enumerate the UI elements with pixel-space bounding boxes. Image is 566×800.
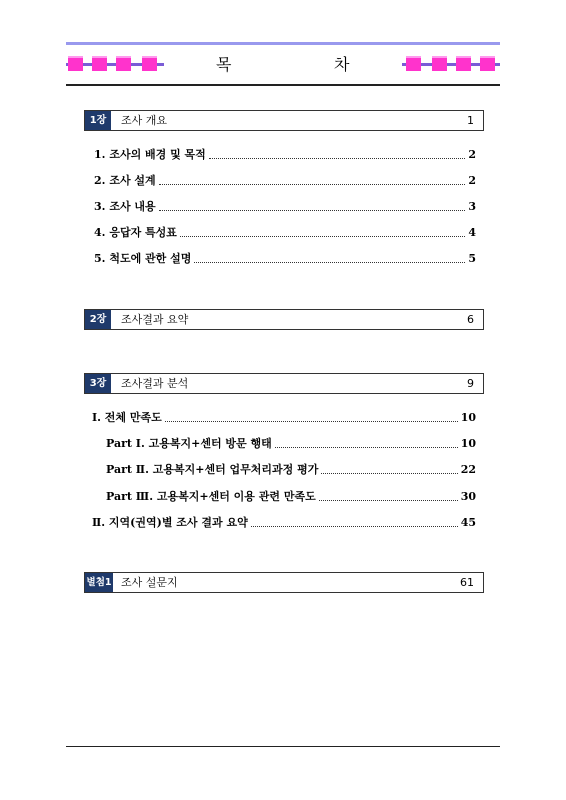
toc-entry-label: 5. 척도에 관한 설명 (94, 252, 192, 265)
leader-dots (180, 228, 465, 237)
toc-entry[interactable] (94, 250, 476, 266)
toc-entry-page: 10 (460, 410, 476, 424)
chapter-3-header[interactable] (84, 373, 484, 394)
chapter-title: 조사결과 분석 (121, 377, 189, 390)
title-top-rule (66, 42, 500, 45)
leader-dots (275, 439, 458, 448)
toc-entry-page: 45 (460, 515, 476, 529)
toc-entry-page: 5 (468, 251, 476, 265)
chapter-title: 조사 개요 (121, 114, 168, 127)
toc-entry-page: 2 (468, 173, 476, 187)
chapter-title: 조사결과 요약 (121, 313, 189, 326)
toc-entry[interactable] (106, 488, 476, 504)
title-bottom-rule (66, 84, 500, 86)
chapter-tag: 3장 (85, 374, 111, 393)
chapter-page-number: 61 (460, 576, 474, 589)
toc-entry-label: Ⅰ. 전체 만족도 (92, 411, 162, 424)
toc-entry[interactable] (94, 146, 476, 162)
title-decoration-right (402, 54, 500, 74)
leader-dots (251, 518, 458, 527)
toc-entry[interactable] (106, 461, 476, 477)
leader-dots (194, 254, 465, 263)
toc-entry-label: Ⅱ. 지역(권역)별 조사 결과 요약 (92, 516, 248, 529)
chapter-page-number: 6 (467, 313, 474, 326)
page-title-char-1: 목 (216, 55, 232, 74)
toc-entry-label: 1. 조사의 배경 및 목적 (94, 148, 206, 161)
toc-entry-page: 2 (468, 147, 476, 161)
toc-entry[interactable] (106, 435, 476, 451)
footer-rule (66, 746, 500, 747)
toc-entry[interactable] (94, 224, 476, 240)
toc-entry[interactable] (94, 198, 476, 214)
toc-title-band (66, 42, 500, 86)
chapter-page-number: 1 (467, 114, 474, 127)
appendix-1-header[interactable] (84, 572, 484, 593)
leader-dots (321, 465, 457, 474)
toc-entry-label: Part Ⅰ. 고용복지+센터 방문 행태 (106, 437, 272, 450)
leader-dots (209, 150, 466, 159)
toc-entry-page: 4 (468, 225, 476, 239)
toc-entry-page: 3 (468, 199, 476, 213)
chapter-1-header[interactable] (84, 110, 484, 131)
chapter-page-number: 9 (467, 377, 474, 390)
chapter-tag: 2장 (85, 310, 111, 329)
toc-entry[interactable] (92, 514, 476, 530)
chapter-tag: 별첨1 (85, 573, 113, 592)
leader-dots (159, 176, 466, 185)
toc-entry-page: 22 (460, 462, 476, 476)
toc-entry-label: Part Ⅱ. 고용복지+센터 업무처리과정 평가 (106, 463, 319, 476)
toc-entry[interactable] (94, 172, 476, 188)
title-decoration-left (66, 54, 164, 74)
chapter-tag: 1장 (85, 111, 111, 130)
toc-entry[interactable] (92, 409, 476, 425)
toc-entry-label: Part Ⅲ. 고용복지+센터 이용 관련 만족도 (106, 490, 316, 503)
leader-dots (159, 202, 466, 211)
toc-entry-label: 3. 조사 내용 (94, 200, 156, 213)
leader-dots (165, 413, 458, 422)
chapter-title: 조사 설문지 (121, 576, 178, 589)
leader-dots (319, 492, 458, 501)
toc-entry-label: 4. 응답자 특성표 (94, 226, 177, 239)
toc-entry-label: 2. 조사 설계 (94, 174, 156, 187)
chapter-2-header[interactable] (84, 309, 484, 330)
page-title-char-2: 차 (334, 55, 350, 74)
toc-entry-page: 30 (460, 489, 476, 503)
toc-entry-page: 10 (460, 436, 476, 450)
